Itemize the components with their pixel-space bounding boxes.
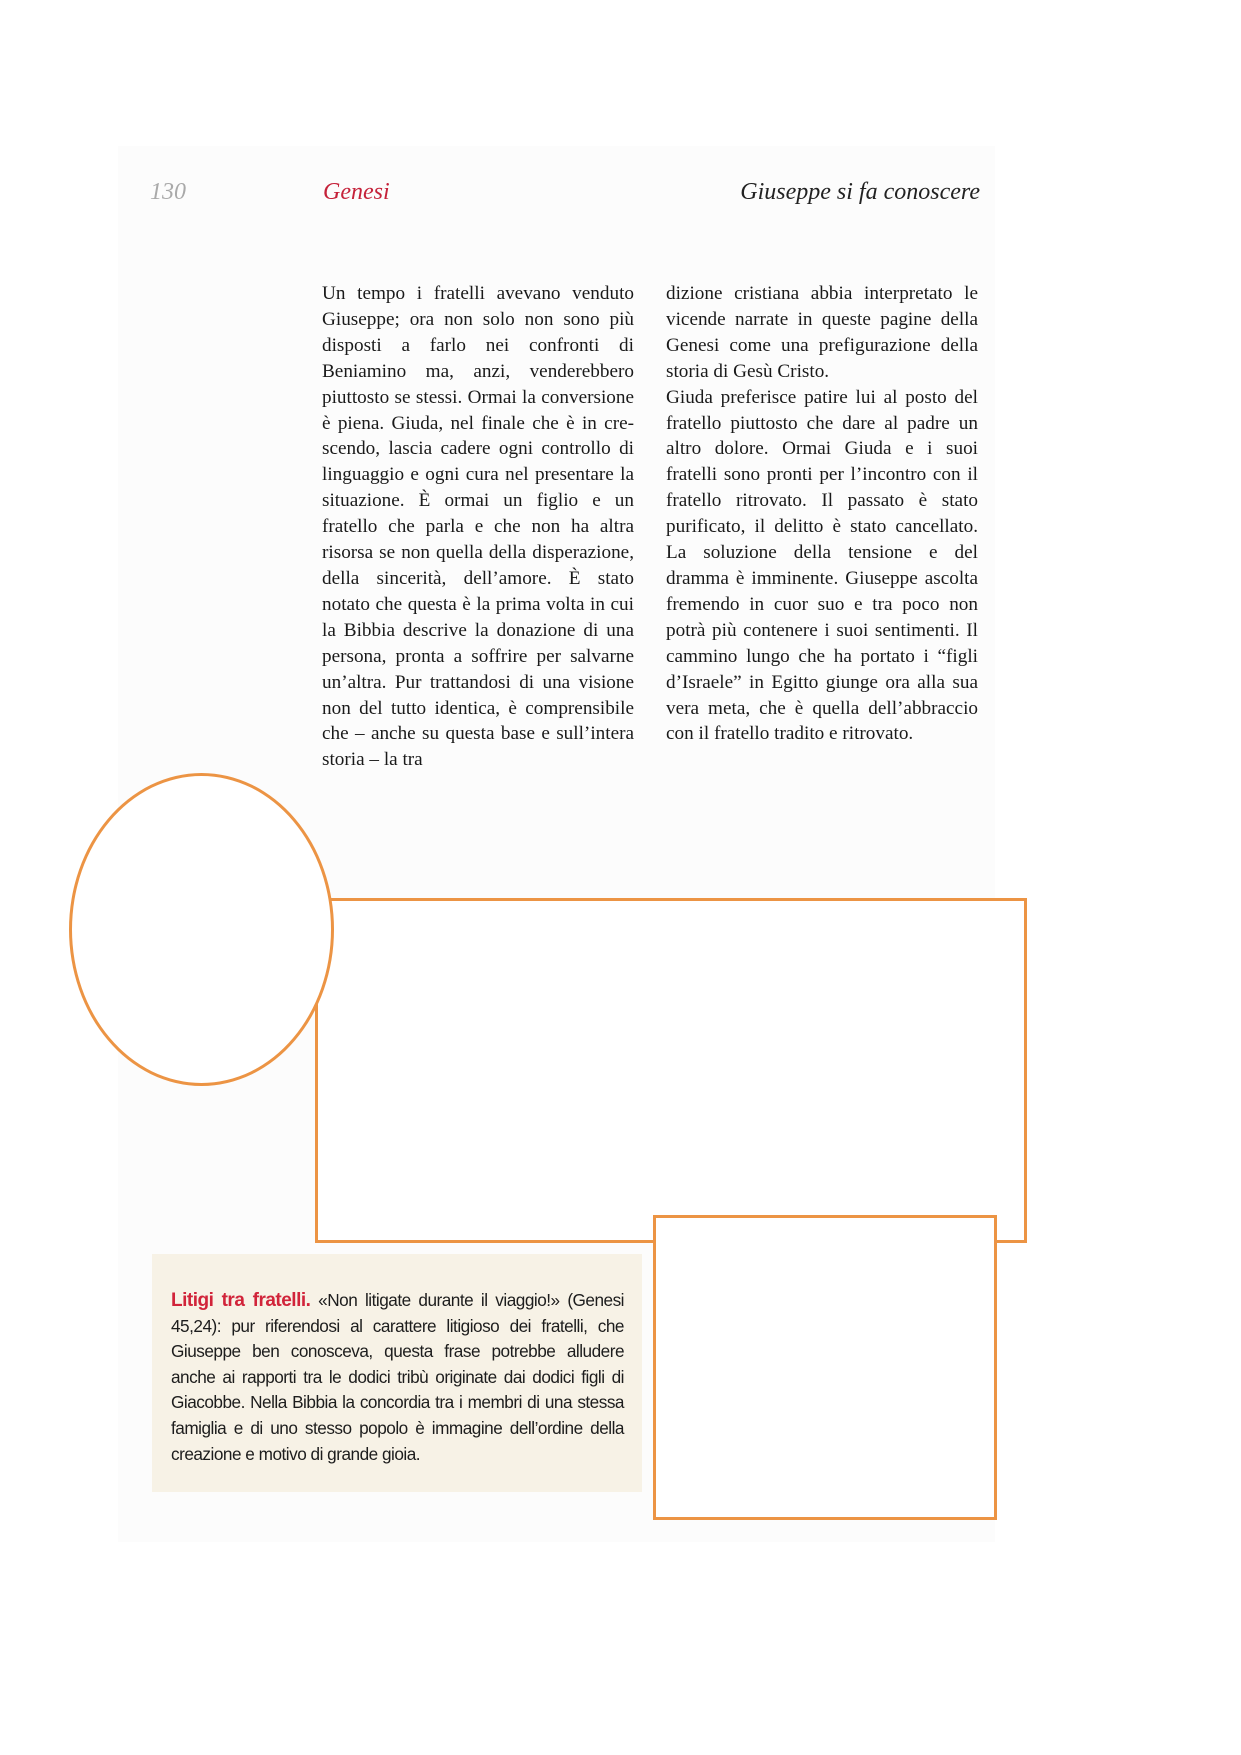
sidebar-box (152, 1254, 642, 1492)
annotation-ellipse (69, 773, 334, 1086)
sidebar-body: «Non litigate durante il viaggio!» (Genesi 45,24): pur riferendosi al carattere litigioso dei fratelli, che Giuseppe ben conosceva, questa frase potrebbe alludere anche ai rapporti tra le dodici tribù originate dai dodici figli di Giacobbe. Nella Bibbia la concordia tra i membri di una stessa famiglia e di uno stesso popolo è immagine dell’ordine della creazione e motivo di grande gioia. (171, 1290, 624, 1464)
annotation-rectangle-small (653, 1215, 997, 1520)
book-title: Genesi (323, 179, 390, 205)
page-number: 130 (150, 179, 186, 205)
sidebar-title: Litigi tra fratelli. (171, 1290, 311, 1311)
right-column-paragraph-1: dizione cristiana abbia interpretato le vicende narrate in queste pagine della Genesi come una prefigurazione della storia di Gesù Cristo. (666, 283, 978, 382)
sidebar-text (171, 1288, 624, 1467)
text-column-left (322, 281, 634, 773)
chapter-title: Giuseppe si fa conoscere (740, 179, 980, 205)
right-column-paragraph-2: Giuda preferisce patire lui al posto del fratello piuttosto che dare al padre un altro dolore. Ormai Giuda e i suoi fratelli sono pronti per l’incontro con il fratello ritrovato. Il passato è stato purificato, il delitto è stato cancellato. La soluzione della tensione e del dramma è imminente. Giuseppe ascolta fremendo in cuor suo e tra poco non potrà più contenere i suoi sentimenti. Il cammino lungo che ha portato i “figli d’Israele” in Egitto giunge ora alla sua vera meta, che è quella dell’abbraccio con il fratello tradito e ritrovato. (666, 386, 978, 745)
annotation-rectangle-large (315, 898, 1027, 1243)
text-column-right (666, 281, 978, 747)
left-column-paragraph: Un tempo i fratelli avevano venduto Giuseppe; ora non solo non sono più disposti a farlo nei confronti di Beniamino ma, anzi, venderebbero piuttosto se stessi. Ormai la conversione è piena. Giuda, nel finale che è in crescendo, lascia cadere ogni controllo di linguaggio e ogni cura nel presentare la situazione. È ormai un figlio e un fratello che parla e che non ha altra risorsa se non quella della disperazione, della sincerità, dell’amore. È stato notato che questa è la prima volta in cui la Bibbia descrive la donazione di una persona, pronta a soffrire per salvarne un’altra. Pur trattandosi di una visione non del tutto identica, è comprensibile che – anche su questa base e sull’intera storia – la tra (322, 283, 634, 771)
